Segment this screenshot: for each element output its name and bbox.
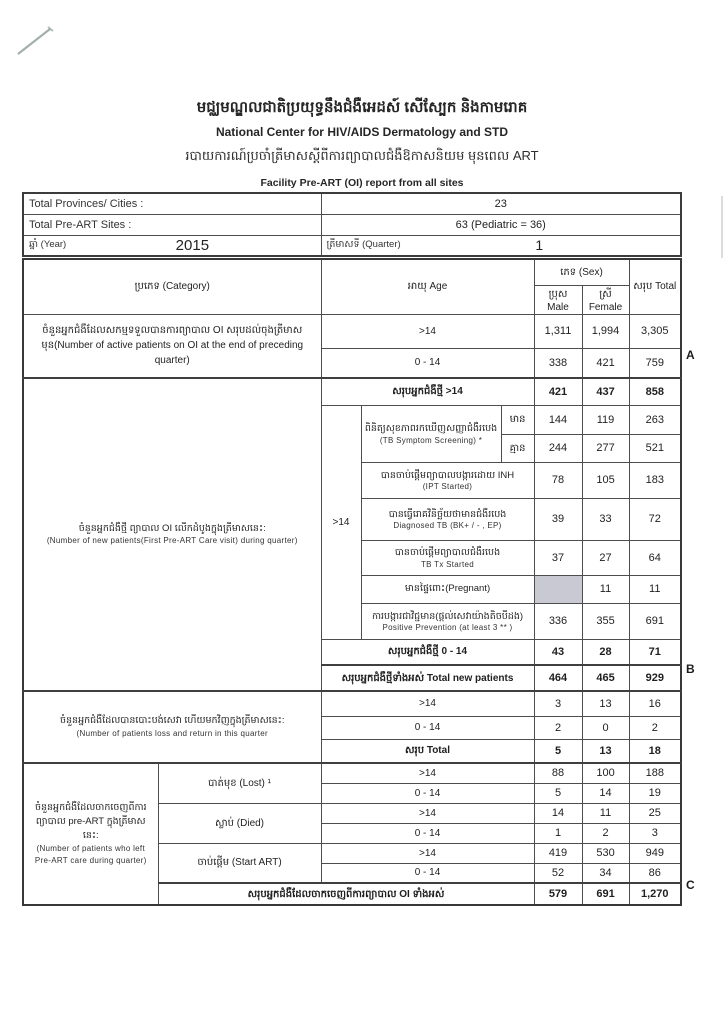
total-value: 3,305 (629, 314, 681, 348)
diagnosed-tb-km: បានធ្វើរោគវិនិច្ឆ័យថាមានជំងឺរបេង (388, 508, 507, 520)
tb-screening-label (361, 405, 501, 462)
male-value: 3 (534, 691, 582, 716)
male-value: 419 (534, 843, 582, 863)
sites-value: 63 (Pediatric = 36) (321, 214, 681, 235)
total-value: 18 (629, 739, 681, 763)
total-value: 949 (629, 843, 681, 863)
year-cell (23, 235, 321, 256)
total-value: 86 (629, 863, 681, 883)
col-header-age: អាយុ Age (321, 259, 534, 314)
diagnosed-tb-label (361, 498, 534, 540)
col-header-male: ប្រុស Male (534, 285, 582, 314)
left-care-km2: ព្យាបាល pre-ART ក្នុងត្រីមាសនេះ: (35, 816, 146, 841)
tb-screening-km: ពិនិត្យសុខភាពរកឃើញសញ្ញាជំងឺរបេង (364, 423, 498, 435)
section-marker-b: B (686, 662, 695, 676)
male-value: 14 (534, 803, 582, 823)
male-value: 464 (534, 665, 582, 691)
male-value: 5 (534, 739, 582, 763)
pregnant-male-shaded-cell (534, 575, 582, 603)
female-value: 28 (582, 639, 629, 665)
section-marker-c: C (686, 878, 695, 892)
table-header-row (23, 259, 681, 285)
female-value: 11 (582, 575, 629, 603)
died-label: ស្លាប់ (Died) (158, 803, 321, 843)
summary-label: សរុបអ្នកជំងឺថ្មី >14 (321, 378, 534, 405)
male-value: 244 (534, 434, 582, 462)
positive-prevention-km: ការបង្ការជាវិជ្ជមាន(ផ្តល់សេវាយ៉ាងតិចបីដង) (371, 610, 524, 622)
total-value: 19 (629, 783, 681, 803)
provinces-label: Total Provinces/ Cities : (23, 193, 321, 214)
ipt-km: បានចាប់ផ្តើមព្យាបាលបង្ការដោយ INH (380, 469, 515, 481)
female-value: 437 (582, 378, 629, 405)
female-value: 1,994 (582, 314, 629, 348)
loss-return-over14-row (23, 691, 681, 716)
age-group-cell: >14 (321, 405, 361, 639)
male-value: 579 (534, 883, 582, 905)
title-khmer: មជ្ឈមណ្ឌលជាតិប្រយុទ្ធនឹងជំងឺអេដស៍ សើស្បែក និងកាមរោគ (196, 99, 528, 116)
pregnant-label: មានផ្ទៃពោះ(Pregnant) (361, 575, 534, 603)
tb-no-label: គ្មាន (501, 434, 534, 462)
ipt-label (361, 462, 534, 498)
ipt-en: (IPT Started) (422, 482, 473, 492)
pre-art-report-table (22, 258, 682, 906)
pen-mark-icon (10, 18, 60, 60)
diagnosed-tb-en: Diagnosed TB (BK+ / - , EP) (393, 521, 502, 531)
total-left-oi-label: សរុបអ្នកជំងឺដែលចាកចេញពីការព្យាបាល OI ទាំងអស់ (158, 883, 534, 905)
lost-over14-row (23, 763, 681, 783)
year-value: 2015 (175, 236, 210, 254)
start-art-label: ចាប់ផ្តើម (Start ART) (158, 843, 321, 883)
quarter-label: ត្រីមាសទី (Quarter) (326, 239, 401, 251)
col-header-female: ស្រី Female (582, 285, 629, 314)
section-a-row-over14 (23, 314, 681, 348)
female-value: 691 (582, 883, 629, 905)
tb-yes-label: មាន (501, 405, 534, 434)
left-care-km1: ចំនួនអ្នកជំងឺដែលចាកចេញពីការ (34, 802, 147, 814)
female-value: 27 (582, 540, 629, 575)
female-value: 530 (582, 843, 629, 863)
subtitle-khmer: របាយការណ៍ប្រចាំត្រីមាសស្តីពីការព្យាបាលជំងឺឱកាសនិយម មុនពេល ART (185, 148, 539, 163)
male-value: 2 (534, 716, 582, 739)
age-cell: 0 - 14 (321, 863, 534, 883)
quarter-cell (321, 235, 681, 256)
male-value: 88 (534, 763, 582, 783)
tb-screening-en: (TB Symptom Screening) * (379, 435, 483, 445)
sites-row (23, 214, 681, 235)
total-value: 183 (629, 462, 681, 498)
total-value: 691 (629, 603, 681, 639)
summary-label: សរុបអ្នកជំងឺថ្មី 0 - 14 (321, 639, 534, 665)
total-value: 16 (629, 691, 681, 716)
report-header (0, 98, 724, 189)
female-value: 14 (582, 783, 629, 803)
total-value: 858 (629, 378, 681, 405)
male-value: 144 (534, 405, 582, 434)
total-value: 64 (629, 540, 681, 575)
col-header-total: សរុប Total (629, 259, 681, 314)
male-value: 78 (534, 462, 582, 498)
loss-return-km: ចំនួនអ្នកជំងឺដែលបានបោះបង់សេវា ហើយមកវិញក្នុងត្រីមាសនេះ: (59, 715, 285, 727)
total-value: 521 (629, 434, 681, 462)
col-header-category: ប្រភេទ (Category) (23, 259, 321, 314)
female-value: 355 (582, 603, 629, 639)
positive-prevention-en: Positive Prevention (at least 3 ** ) (382, 623, 513, 633)
female-value: 119 (582, 405, 629, 434)
total-value: 929 (629, 665, 681, 691)
age-cell: >14 (321, 314, 534, 348)
male-value: 37 (534, 540, 582, 575)
female-value: 421 (582, 348, 629, 378)
male-value: 338 (534, 348, 582, 378)
female-value: 2 (582, 823, 629, 843)
total-value: 71 (629, 639, 681, 665)
total-label: សរុប Total (321, 739, 534, 763)
male-value: 1,311 (534, 314, 582, 348)
total-value: 3 (629, 823, 681, 843)
female-value: 34 (582, 863, 629, 883)
female-value: 13 (582, 739, 629, 763)
total-value: 72 (629, 498, 681, 540)
age-cell: >14 (321, 803, 534, 823)
male-value: 1 (534, 823, 582, 843)
female-value: 33 (582, 498, 629, 540)
total-value: 188 (629, 763, 681, 783)
tb-tx-label (361, 540, 534, 575)
female-value: 100 (582, 763, 629, 783)
section-b-label-km: ចំនួនអ្នកជំងឺថ្មី ព្យាបាល OI លើកដំបូងក្នុងត្រីមាសនេះ: (78, 522, 266, 534)
left-care-en: (Number of patients who left Pre-ART care during quarter) (34, 843, 147, 865)
male-value: 52 (534, 863, 582, 883)
left-care-category (23, 763, 158, 905)
provinces-row (23, 193, 681, 214)
female-value: 277 (582, 434, 629, 462)
summary-info-table (22, 192, 682, 257)
total-value: 11 (629, 575, 681, 603)
year-quarter-row (23, 235, 681, 256)
total-value: 759 (629, 348, 681, 378)
section-b-total-over14-row (23, 378, 681, 405)
age-cell: >14 (321, 843, 534, 863)
tb-tx-km: បានចាប់ផ្តើមព្យាបាលជំងឺរបេង (394, 547, 501, 559)
main-report-area (22, 258, 722, 906)
male-value: 336 (534, 603, 582, 639)
sites-label: Total Pre-ART Sites : (23, 214, 321, 235)
total-value: 263 (629, 405, 681, 434)
section-a-category: ចំនួនអ្នកជំងឺដែលសកម្មទទួលបានការព្យាបាល OI សរុបដល់ចុងត្រីមាសមុន(Number of active patients on OI at the end of preceding quarter) (23, 314, 321, 378)
tb-tx-en: TB Tx Started (420, 559, 475, 569)
age-cell: 0 - 14 (321, 783, 534, 803)
male-value: 39 (534, 498, 582, 540)
loss-return-category (23, 691, 321, 763)
age-cell: >14 (321, 763, 534, 783)
scan-edge-artifact (721, 196, 723, 258)
subtitle-english: Facility Pre-ART (OI) report from all sites (260, 177, 464, 189)
female-value: 11 (582, 803, 629, 823)
female-value: 465 (582, 665, 629, 691)
col-header-sex: ភេទ (Sex) (534, 259, 629, 285)
female-value: 13 (582, 691, 629, 716)
age-cell: >14 (321, 691, 534, 716)
male-value: 421 (534, 378, 582, 405)
section-b-category (23, 378, 321, 691)
section-b-label-en: (Number of new patients(First Pre-ART Care visit) during quarter) (46, 536, 298, 546)
total-new-patients-label: សរុបអ្នកជំងឺថ្មីទាំងអស់ Total new patients (321, 665, 534, 691)
total-value: 25 (629, 803, 681, 823)
positive-prevention-label (361, 603, 534, 639)
section-marker-a: A (686, 348, 695, 362)
lost-label: បាត់មុខ (Lost) ¹ (158, 763, 321, 803)
male-value: 5 (534, 783, 582, 803)
title-english: National Center for HIV/AIDS Dermatology and STD (215, 125, 509, 139)
male-value: 43 (534, 639, 582, 665)
provinces-value: 23 (321, 193, 681, 214)
year-label: ឆ្នាំ (Year) (29, 239, 67, 251)
total-value: 2 (629, 716, 681, 739)
age-cell: 0 - 14 (321, 716, 534, 739)
total-value: 1,270 (629, 883, 681, 905)
loss-return-en: (Number of patients loss and return in this quarter (76, 728, 268, 738)
female-value: 0 (582, 716, 629, 739)
quarter-value: 1 (535, 237, 544, 254)
age-cell: 0 - 14 (321, 348, 534, 378)
age-cell: 0 - 14 (321, 823, 534, 843)
female-value: 105 (582, 462, 629, 498)
